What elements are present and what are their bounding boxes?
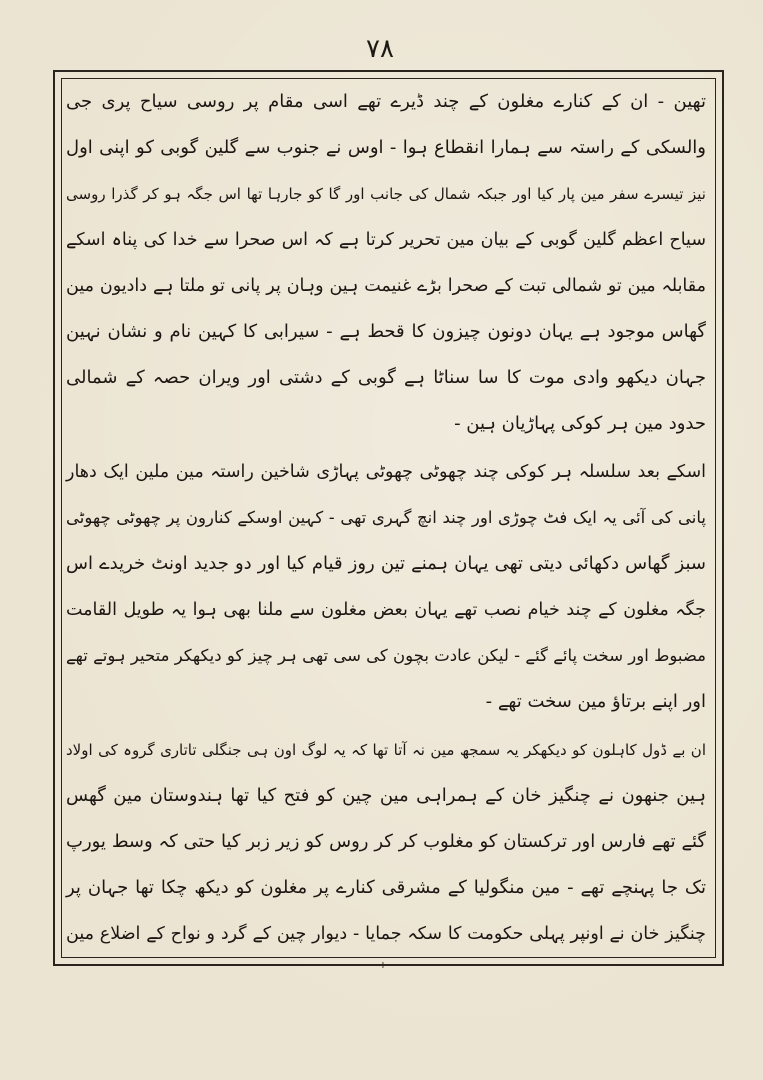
text-line: اور اپنے برتاؤ مین سخت تھے -	[485, 691, 706, 712]
text-line: ہین جنھون نے چنگیز خان کے ہمراہی مین چین کو فتح کیا تھا ہندوستان مین گھس	[66, 785, 706, 806]
printer-mark: +	[378, 960, 388, 971]
text-line: سیاح اعظم گلین گوبی کے بیان مین تحریر کرتا ہے کہ اس صحرا سے خدا کی پناہ اسکے	[66, 230, 706, 250]
text-line: حدود مین ہر کوکی پہاڑیان ہین -	[454, 413, 706, 434]
text-line: اسکے بعد سلسلہ ہر کوکی چند چھوٹی چھوٹی پہاڑی شاخین راستہ مین ملین ایک دھار	[66, 462, 706, 482]
text-line: نیز تیسرے سفر مین پار کیا اور جبکہ شمال کی جانب اور گا کو جارہا تھا اس جگہ ہو کر گذرا روسی	[66, 185, 706, 203]
text-line: سبز گھاس دکھائی دیتی تھی یہان ہمنے تین روز قیام کیا اور دو جدید اونٹ خریدے اس	[66, 553, 706, 574]
text-line: گئے تھے فارس اور ترکستان کو مغلوب کر کر روس کو زیر زبر کیا حتی کہ وسط یورپ	[66, 831, 706, 852]
body-text	[66, 82, 706, 948]
text-line: جہان دیکھو وادی موت کا سا سناٹا ہے گوبی کے دشتی اور ویران حصہ کے شمالی	[66, 367, 706, 388]
text-line: جگہ مغلون کے چند خیام نصب تھے یہان بعض مغلون سے ملنا بھی ہوا یہ طویل القامت	[66, 600, 706, 620]
text-line: مقابلہ مین تو شمالی تبت کے صحرا بڑے غنیمت ہین وہان پر پانی تو ملتا ہے دادیون مین	[66, 276, 706, 296]
text-line: مضبوط اور سخت پائے گئے - لیکن عادت بچون کی سی تھی ہر چیز کو دیکھکر متحیر ہوتے تھے	[66, 646, 706, 665]
text-line: تھین - ان کے کنارے مغلون کے چند ڈیرے تھے اسی مقام پر روسی سیاح پری جی	[66, 91, 706, 112]
text-line: والسکی کے راستہ سے ہمارا انقطاع ہوا - اوس نے جنوب سے گلین گوبی کو اپنی اول	[66, 137, 706, 158]
text-line: پانی کی آئی یہ ایک فٹ چوڑی اور چند انچ گہری تھی - کہین اوسکے کنارون پر چھوٹی چھوٹی	[66, 508, 706, 527]
text-line: تک جا پہنچے تھے - مین منگولیا کے مشرقی کنارے پر مغلون کو دیکھ چکا تھا جہان پر	[66, 877, 706, 898]
text-line: گھاس موجود ہے یہان دونون چیزون کا قحط ہے - سیرابی کا کہین نام و نشان نہین	[66, 321, 706, 342]
page-number: ۷۸	[366, 34, 394, 64]
text-line: ان بے ڈول کاہلون کو دیکھکر یہ سمجھ مین نہ آتا تھا کہ یہ لوگ اون ہی جنگلی تاتاری گروہ کی اولاد	[66, 741, 706, 759]
text-line: چنگیز خان نے اونپر پہلی حکومت کا سکہ جمایا - دیوار چین کے گرد و نواح کے اضلاع مین	[66, 924, 706, 944]
